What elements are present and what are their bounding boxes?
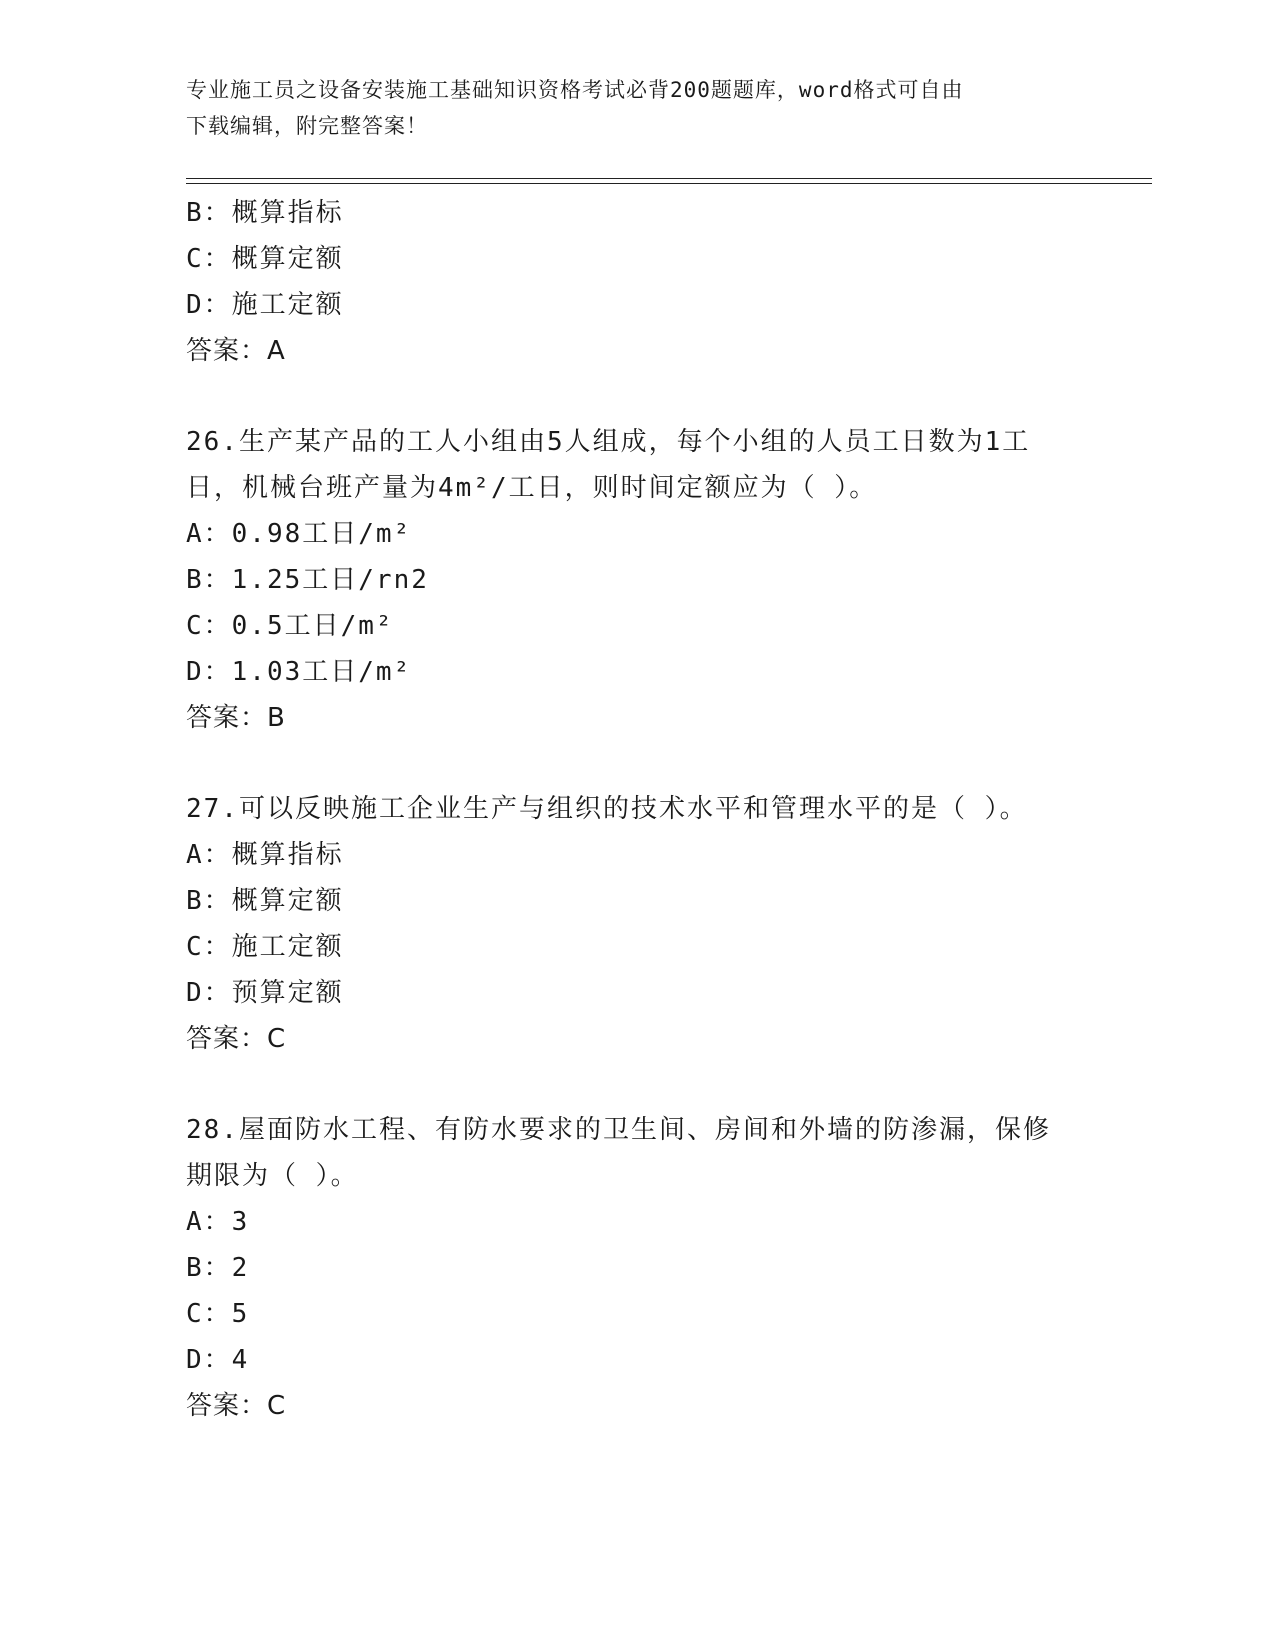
option-d: D：施工定额 — [186, 290, 344, 320]
answer: 答案：C — [186, 1391, 287, 1421]
header-divider-bottom — [186, 183, 1152, 184]
question-body — [186, 190, 1086, 1429]
answer: 答案：A — [186, 336, 286, 366]
option-c: C：0.5工日/m² — [186, 611, 394, 641]
question-27-stem: 27.可以反映施工企业生产与组织的技术水平和管理水平的是（ ）。 — [186, 794, 1028, 824]
option-a: A：概算指标 — [186, 840, 344, 870]
document-header — [186, 72, 1066, 144]
question-28-stem-line-1: 28.屋面防水工程、有防水要求的卫生间、房间和外墙的防渗漏，保修 — [186, 1115, 1051, 1145]
option-a: A：0.98工日/m² — [186, 519, 412, 549]
question-26-stem-line-2: 日，机械台班产量为4m²/工日，则时间定额应为（ ）。 — [186, 473, 878, 503]
option-b: B：2 — [186, 1253, 250, 1283]
header-line-1: 专业施工员之设备安装施工基础知识资格考试必背200题题库，word格式可自由 — [186, 78, 964, 102]
header-divider-top — [186, 178, 1152, 179]
answer: 答案：C — [186, 1024, 287, 1054]
option-c: C：施工定额 — [186, 932, 344, 962]
option-c: C：5 — [186, 1299, 250, 1329]
option-d: D：1.03工日/m² — [186, 657, 412, 687]
option-c: C：概算定额 — [186, 244, 344, 274]
option-b: B：概算定额 — [186, 886, 344, 916]
option-d: D：4 — [186, 1345, 250, 1375]
option-b: B：概算指标 — [186, 198, 344, 228]
option-b: B：1.25工日/rn2 — [186, 565, 429, 595]
answer: 答案：B — [186, 703, 286, 733]
option-a: A：3 — [186, 1207, 250, 1237]
question-28-stem-line-2: 期限为（ ）。 — [186, 1161, 359, 1191]
question-26-stem-line-1: 26.生产某产品的工人小组由5人组成，每个小组的人员工日数为1工 — [186, 427, 1031, 457]
header-line-2: 下载编辑，附完整答案！ — [186, 114, 428, 138]
option-d: D：预算定额 — [186, 978, 344, 1008]
